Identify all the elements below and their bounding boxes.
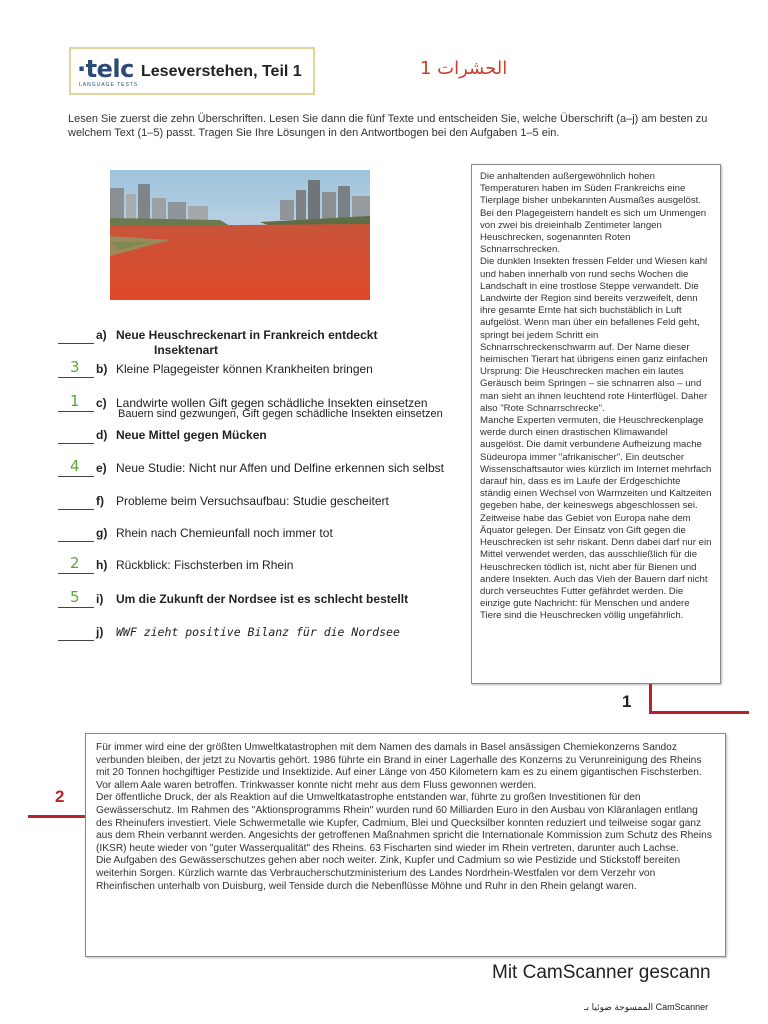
answer-blank[interactable] [58, 343, 94, 344]
answer-value: 4 [70, 457, 80, 475]
heading-a-handwritten-note: Insektenart [154, 343, 219, 357]
header-box [69, 47, 315, 95]
text-1-marker-vertical [649, 684, 652, 714]
answer-blank[interactable] [58, 573, 94, 574]
camscanner-watermark: Mit CamScanner gescann [492, 962, 711, 983]
telc-logo-subtitle: LANGUAGE TESTS [79, 82, 139, 88]
camscanner-arabic-watermark: الممسوحة ضوئيا بـ CamScanner [584, 1002, 709, 1012]
answer-blank[interactable] [58, 607, 94, 608]
text-1-box [471, 164, 721, 684]
arabic-handwritten-title: الحشرات 1 [420, 58, 508, 79]
heading-text: Um die Zukunft der Nordsee ist es schlecht bestellt [116, 592, 409, 606]
heading-c-handwritten-note: Bauern sind gezwungen, Gift gegen schädliche Insekten einsetzen [118, 408, 443, 420]
heading-letter: h) [96, 558, 108, 572]
text-2-box [85, 733, 726, 957]
red-river-photo [110, 170, 370, 300]
answer-value: 2 [70, 554, 80, 572]
heading-text: Rückblick: Fischsterben im Rhein [116, 558, 294, 572]
heading-letter: e) [96, 461, 107, 475]
answer-value: 3 [70, 358, 80, 376]
heading-text: Kleine Plagegeister können Krankheiten bringen [116, 362, 373, 376]
answer-blank[interactable] [58, 476, 94, 477]
text-2-marker [28, 815, 86, 818]
answer-blank[interactable] [58, 541, 94, 542]
heading-text: WWF zieht positive Bilanz für die Nordsee [116, 625, 400, 639]
text-1-number: 1 [622, 692, 632, 711]
heading-letter: d) [96, 428, 108, 442]
answer-value: 5 [70, 588, 80, 606]
answer-blank[interactable] [58, 377, 94, 378]
heading-text: Rhein nach Chemieunfall noch immer tot [116, 526, 333, 540]
heading-text: Neue Studie: Nicht nur Affen und Delfine erkennen sich selbst [116, 461, 444, 475]
answer-blank[interactable] [58, 411, 94, 412]
telc-logo: ·telc [77, 55, 134, 83]
text-1-body: Die anhaltenden außergewöhnlich hohen Temperaturen haben im Süden Frankreichs eine Tierplage bisher unbekannten Ausmaßes ausgelöst. Bei den Plagegeistern handelt es sich um Unmengen von zwei bis dreieinhalb Zentimeter langen Heuschrecken, sogenannten Roten Schnarrschrecken. Die dunklen Insekten fressen Felder und Wiesen kahl und haben innerhalb von rund sechs Wochen die Landschaft in eine trostlose Steppe verwandelt. Die Landwirte der Region sind bereits verzweifelt, denn ihre gesamte Ernte hat sich buchstäblich in Luft aufgelöst. Wenn man über ein befallenes Feld geht, springt bei jedem Schritt ein Schnarrschreckenschwarm auf. Der Name dieser heimischen Tierart hat übrigens einen ganz einfachen Ursprung: Die Heuschrecken machen ein lautes Geräusch beim Springen – sie schnarren also – und man sieht an ihnen leuchtend rote Hinterflügel. Daher also "Rote Schnarrschrecke". Manche Experten vermuten, die Heuschreckenplage werde durch einen drastischen Klimawandel ausgelöst. Die damit verbundene Aufheizung mache Südeuropa immer "afrikanischer". Ein deutscher Wissenschaftsautor wies kürzlich im Internet mehrfach darauf hin, dass es im Laufe der Erdgeschichte ständig einen Wechsel von Warmzeiten und Kaltzeiten gegeben habe, der keineswegs abgeschlossen sei. Zeitweise habe das Gebiet von Europa nahe dem Äquator gelegen. Der Einsatz von Gift gegen die Heuschrecken ist sehr riskant. Denn dabei darf nur ein Mittel verwendet werden, das ausschließlich für die Heuschrecken tödlich ist, nicht aber für Bienen und andere Insekten. Auch das Vieh der Bauern darf nicht durch verseuchtes Futter gefährdet werden. Die einzige gute Nachricht: für Menschen und andere Tiere sind die Heuschrecken völlig ungefährlich. [480, 171, 712, 622]
text-1-marker-horizontal [649, 711, 749, 714]
heading-letter: i) [96, 592, 104, 606]
text-2-body: Für immer wird eine der größten Umweltkatastrophen mit dem Namen des damals in Basel ansässigen Chemiekonzerns Sandoz verbunden bleiben, der jetzt zu Novartis gehört. 1986 führte ein Brand in einer Lagerhalle des Konzerns zu Verunreinigung des Rheins mit 20 Tonnen hochgiftiger Pestizide und Insektizide. Auf einer Länge von 450 Kilometern kam es zu einem gigantischen Fischsterben. Vor allem Aale waren betroffen. Trinkwasser konnte nicht mehr aus dem Fluss gewonnen werden. Der öffentliche Druck, der als Reaktion auf die Umweltkatastrophe entstanden war, führte zu großen Investitionen für den Gewässerschutz. Im Rahmen des "Aktionsprogramms Rhein" wurden rund 60 Milliarden Euro in den Ausbau von Kläranlagen entlang des Rheinufers investiert. Viele Schwermetalle wie Kupfer, Cadmium, Blei und Quecksilber konnten reduziert und teilweise sogar ganz aus dem Rhein verbannt werden. Angesichts der getroffenen Maßnahmen spricht die Internationale Kommission zum Schutz des Rheins (IKSR) heute wieder von "guter Wasserqualität" des Rheins. 63 Fischarten sind wieder im Rhein vertreten, darunter auch Lachse. Die Aufgaben des Gewässerschutzes gehen aber noch weiter. Zink, Kupfer und Cadmium so wie Pestizide und Stickstoff bereiten weiterhin Sorgen. Kürzlich warnte das Verbraucherschutzministerium des Landes Nordrhein-Westfalen vor dem Verzehr von Rheinfischen unterhalb von Duisburg, weil Tenside durch die Nebenflüsse Möhne und Ruhr in den Rhein gelangt waren. [96, 742, 712, 892]
heading-letter: b) [96, 362, 108, 376]
heading-letter: c) [96, 396, 107, 410]
heading-text: Neue Heuschreckenart in Frankreich entdeckt [116, 328, 378, 342]
answer-blank[interactable] [58, 443, 94, 444]
answer-blank[interactable] [58, 509, 94, 510]
answer-blank[interactable] [58, 640, 94, 641]
page-title: Leseverstehen, Teil 1 [141, 63, 302, 80]
heading-letter: f) [96, 494, 104, 508]
heading-letter: a) [96, 328, 107, 342]
heading-text: Neue Mittel gegen Mücken [116, 428, 267, 442]
instructions: Lesen Sie zuerst die zehn Überschriften. Lesen Sie dann die fünf Texte und entscheiden Sie, welche Überschrift (a–j) am besten zu welchem Text (1–5) passt. Tragen Sie Ihre Lösungen in den Antwortbogen bei den Aufgaben 1–5 ein. [68, 113, 708, 139]
heading-text: Landwirte wollen Gift gegen schädliche Insekten einsetzen [116, 396, 428, 410]
text-2-number: 2 [55, 787, 65, 806]
heading-letter: g) [96, 526, 108, 540]
heading-letter: j) [96, 625, 104, 639]
heading-text: Probleme beim Versuchsaufbau: Studie gescheitert [116, 494, 389, 508]
answer-value: 1 [70, 392, 80, 410]
